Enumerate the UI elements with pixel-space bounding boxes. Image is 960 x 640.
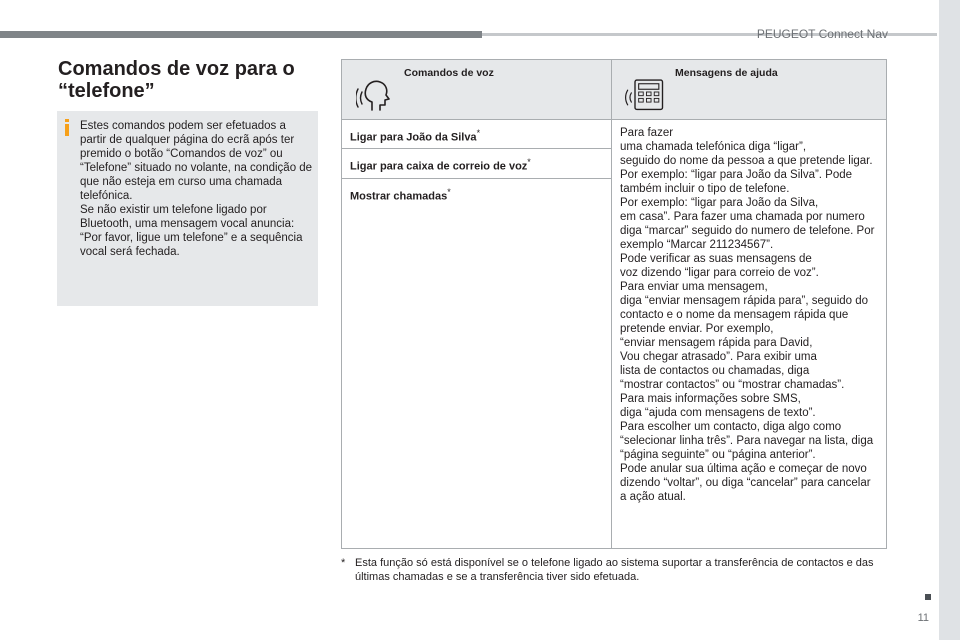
header-commands-label: Comandos de voz <box>404 67 494 79</box>
info-icon <box>65 119 69 136</box>
header-bar-dark <box>0 31 482 38</box>
command-row-2: Ligar para caixa de correio de voz* <box>342 149 612 179</box>
page-edge-strip <box>939 0 960 640</box>
header-help <box>612 60 887 120</box>
voice-commands-table <box>341 59 887 549</box>
voice-speaking-head-icon <box>356 72 400 112</box>
command-row-1: Ligar para João da Silva* <box>342 120 612 149</box>
header-brand: PEUGEOT Connect Nav <box>756 27 888 41</box>
command-row-3: Mostrar chamadas* <box>342 179 612 549</box>
continuation-marker <box>925 594 931 600</box>
info-box <box>57 111 318 306</box>
help-text-cell: Para fazer uma chamada telefónica diga “ligar”, seguido do nome da pessoa a que pretende ligar. Por exemplo: “ligar para João da Silva”. Pode também incluir o tipo de telefone. Por exemplo: “ligar para João da Silva, em casa”. Para fazer uma chamada por numero diga “marcar” seguido do numero de telefone. Por exemplo “Marcar 211234567”. Pode verificar as suas mensagens de voz dizendo “ligar para correio de voz”. Para enviar uma mensagem, diga “enviar mensagem rápida para”, seguido do contacto e o nome da mensagem rápida que pretende enviar. Por exemplo, “enviar mensagem rápida para David, Vou chegar atrasado”. Para exibir uma lista de contactos ou chamadas, diga “mostrar contactos” ou “mostrar chamadas”. Para mais informações sobre SMS, diga “ajuda com mensagens de texto”. Para escolher um contacto, diga algo como “selecionar linha três”. Para navegar na lista, diga “página seguinte” ou “página anterior”. Pode anular sua última ação e começar de novo dizendo “voltar”, ou diga “cancelar” para cancelar a ação atual. <box>612 120 887 549</box>
page-number: 11 <box>917 612 929 624</box>
header-help-label: Mensagens de ajuda <box>675 67 778 79</box>
footnote-mark: * <box>341 557 346 569</box>
header-commands <box>342 60 612 120</box>
info-text: Estes comandos podem ser efetuados a partir de qualquer página do ecrã após ter premido o botão “Comandos de voz” ou “Telefone” situado no volante, na condição de que não esteja em curso uma chamada telefónica. Se não existir um telefone ligado por Bluetooth, uma mensagem vocal anuncia: “Por favor, ligue um telefone” e a sequência vocal será fechada. <box>80 120 313 258</box>
page-title: Comandos de voz para o “telefone” <box>58 58 295 102</box>
voice-phone-keypad-icon <box>624 72 668 112</box>
footnote-text: Esta função só está disponível se o telefone ligado ao sistema suportar a transferência de contactos e das últimas chamadas e se a transferência tiver sido efetuada. <box>355 557 874 583</box>
